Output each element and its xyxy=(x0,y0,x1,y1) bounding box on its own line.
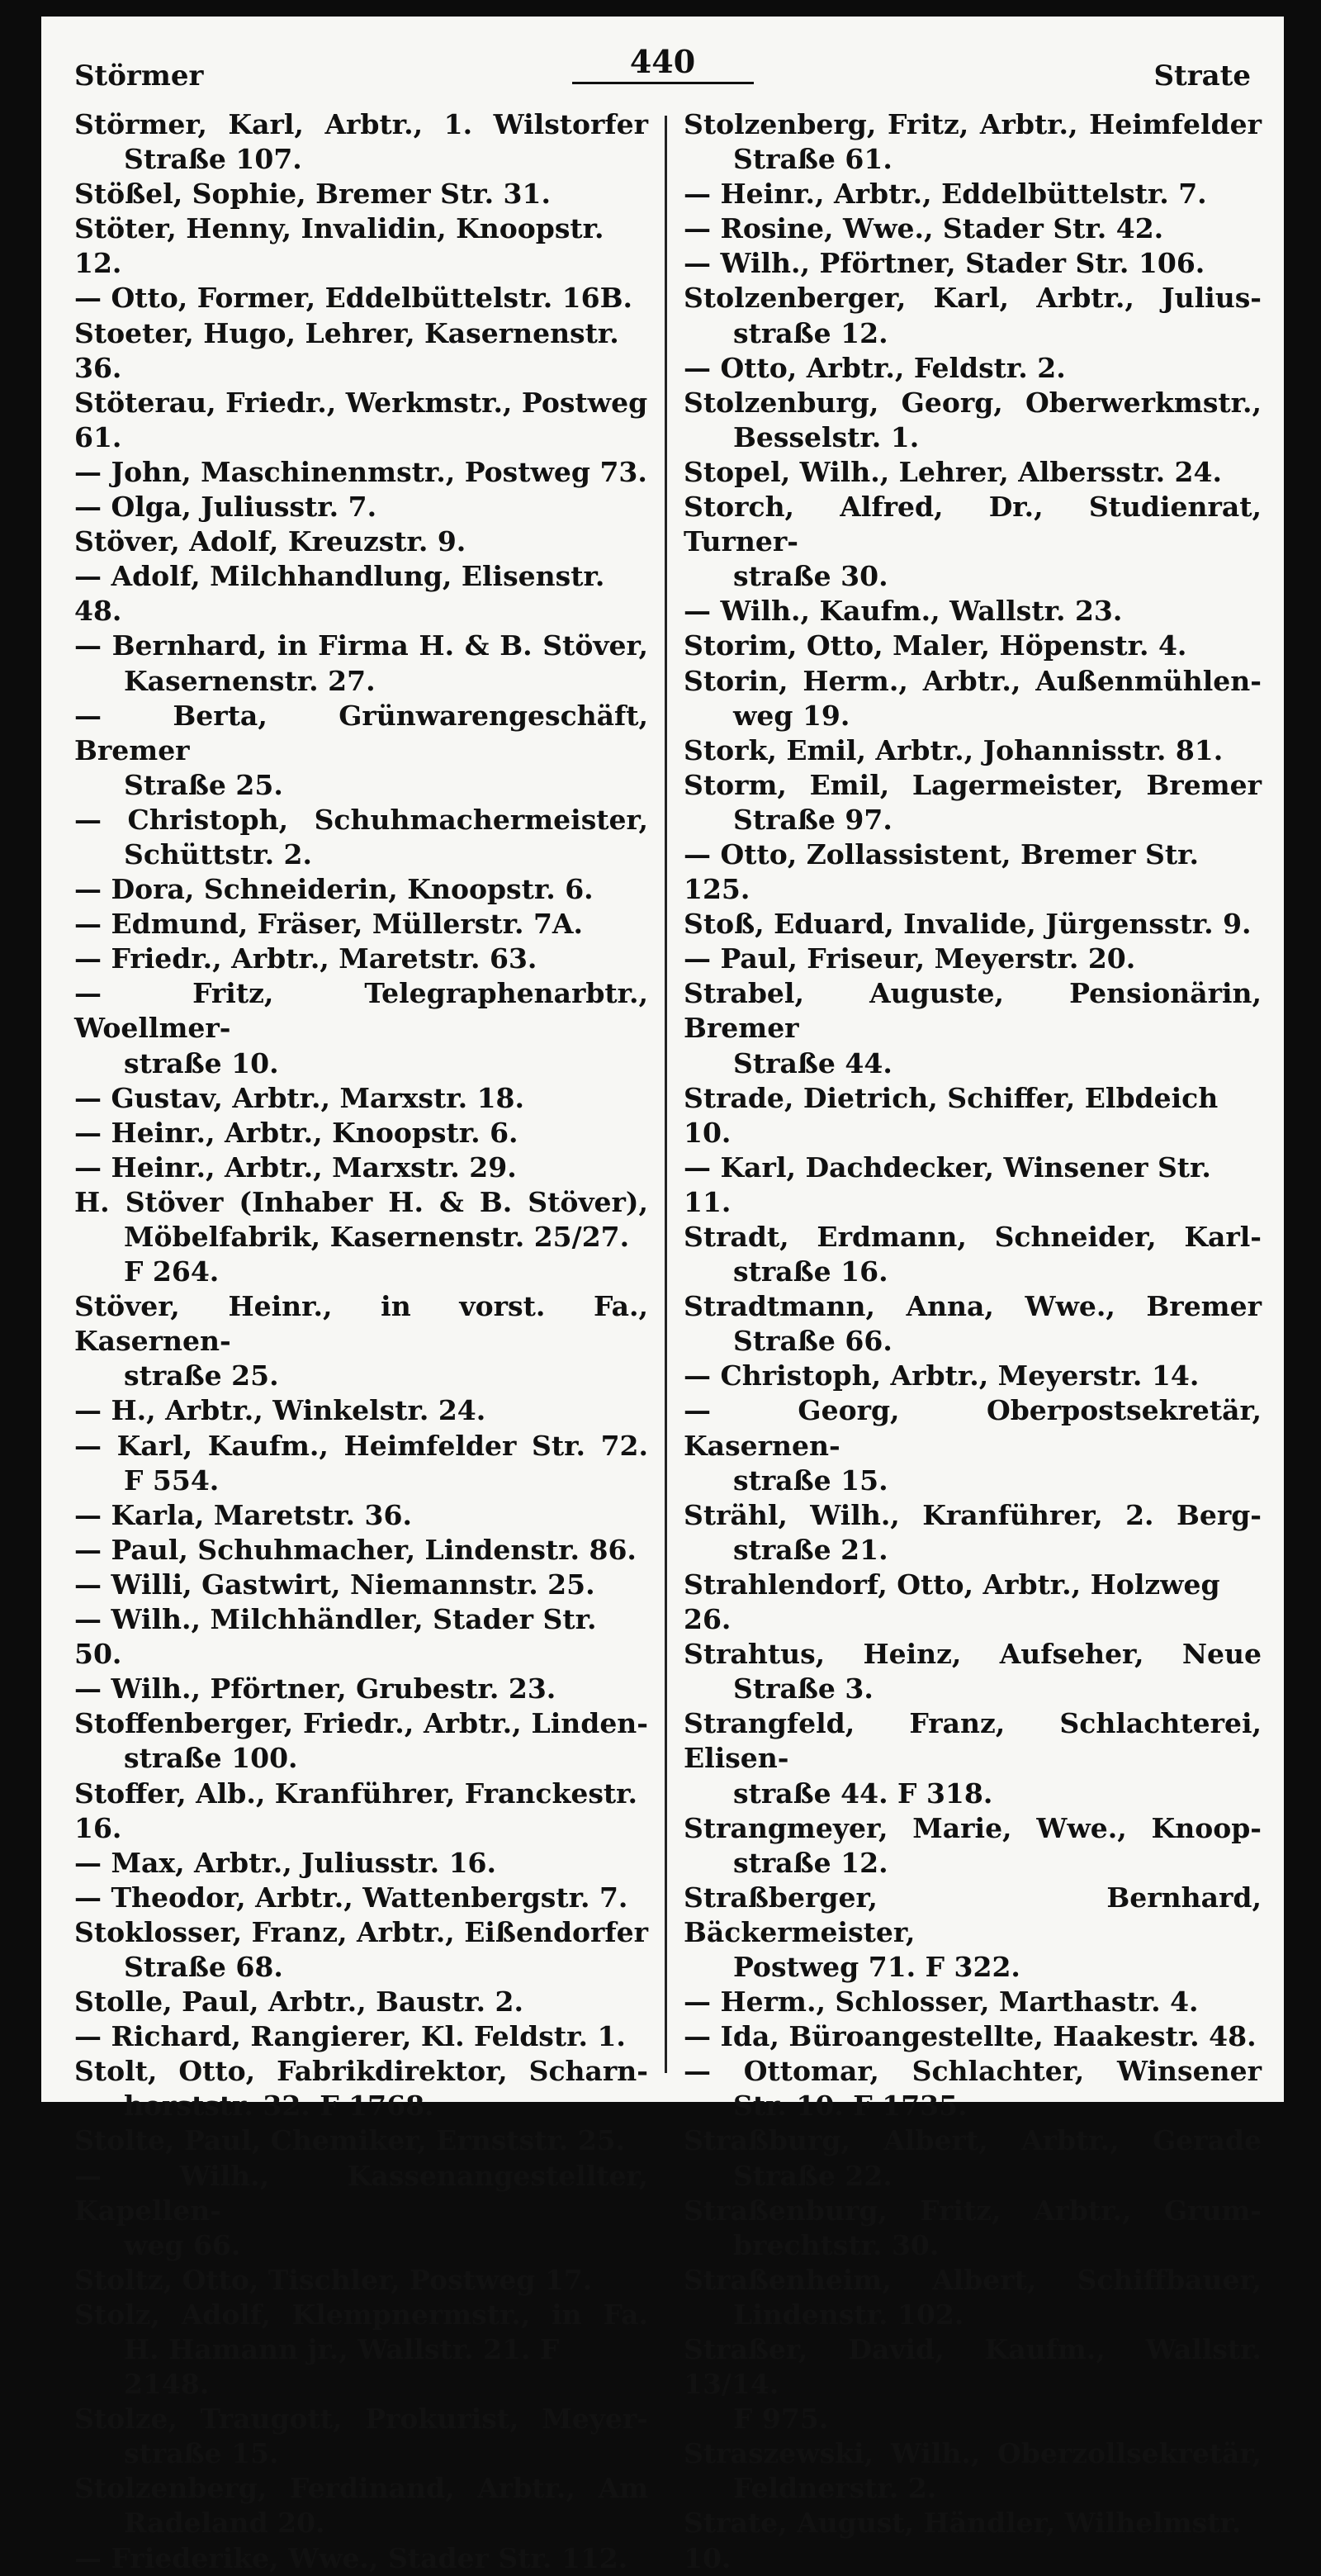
directory-entry xyxy=(684,2123,1262,2193)
entry-line: — Heinr., Arbtr., Marxstr. 29. xyxy=(74,1150,517,1184)
entry-line: Stöterau, Friedr., Werkmstr., Postweg 61. xyxy=(74,386,648,453)
entry-line: — Otto, Former, Eddelbüttelstr. 16B. xyxy=(74,282,632,315)
entry-line: Stolz, Adolf, Klempnermstr., in Fa. xyxy=(74,2298,648,2331)
directory-entry xyxy=(684,177,1262,211)
directory-entry xyxy=(74,907,648,942)
directory-entry xyxy=(684,2332,1262,2436)
directory-entry xyxy=(74,490,648,524)
left-column xyxy=(74,107,648,2576)
entry-line: — Gustav, Arbtr., Marxstr. 18. xyxy=(74,1081,524,1114)
entry-line: Stolt, Otto, Fabrikdirektor, Scharn- xyxy=(74,2055,648,2088)
entry-continuation: straße 44. F 318. xyxy=(733,1777,993,1810)
entry-line: Stöver, Adolf, Kreuzstr. 9. xyxy=(74,525,466,558)
entry-line: Strahlendorf, Otto, Arbtr., Holzweg 26. xyxy=(684,1568,1220,1636)
directory-entry xyxy=(74,1498,648,1533)
directory-entry xyxy=(684,1637,1262,1706)
directory-entry xyxy=(74,1081,648,1116)
entry-line: Straßburg, Albert, Arbtr., Gerade xyxy=(684,2124,1262,2157)
directory-entry xyxy=(74,107,648,177)
entry-line: Stolzenberger, Karl, Arbtr., Julius- xyxy=(684,282,1262,315)
entry-line: Strade, Dietrich, Schiffer, Elbdeich 10. xyxy=(684,1081,1219,1149)
entry-continuation: straße 15. xyxy=(733,1464,888,1497)
entry-continuation: straße 21. xyxy=(733,1533,888,1566)
directory-entry xyxy=(684,2263,1262,2332)
entry-line: Straßenheim, Albert, Schiffbauer, xyxy=(684,2263,1262,2296)
directory-entry xyxy=(684,1393,1262,1497)
entry-continuation: F 554. xyxy=(124,1464,220,1497)
directory-entry xyxy=(74,524,648,559)
column-divider xyxy=(665,116,667,2073)
entry-line: Strabel, Auguste, Pensionärin, Bremer xyxy=(684,977,1262,1045)
page-header xyxy=(74,35,1251,101)
directory-entry xyxy=(74,1289,648,1393)
header-last-name: Strate xyxy=(1153,59,1251,93)
entry-line: Stoffer, Alb., Kranführer, Franckestr. 16. xyxy=(74,1777,638,1844)
entry-continuation: brechtstr. 30. xyxy=(733,2228,940,2261)
entry-continuation: straße 25. xyxy=(124,1359,279,1392)
directory-entry xyxy=(74,559,648,629)
entry-line: — Friedr., Arbtr., Maretstr. 63. xyxy=(74,942,537,975)
directory-entry xyxy=(684,594,1262,629)
entry-line: — Christoph, Arbtr., Meyerstr. 14. xyxy=(684,1359,1200,1392)
right-column xyxy=(684,107,1262,2576)
entry-continuation: straße 12. xyxy=(733,316,888,349)
entry-line: — Rosine, Wwe., Stader Str. 42. xyxy=(684,212,1164,245)
directory-entry xyxy=(74,316,648,386)
directory-entry xyxy=(74,386,648,455)
entry-continuation: Feldnerstr. 2. xyxy=(733,2472,937,2505)
entry-line: — Otto, Zollassistent, Bremer Str. 125. xyxy=(684,837,1199,906)
entry-continuation: straße 16. xyxy=(733,1255,888,1288)
directory-entry xyxy=(74,699,648,803)
page-number: 440 xyxy=(572,43,754,84)
entry-line: — Heinr., Arbtr., Eddelbüttelstr. 7. xyxy=(684,178,1207,211)
directory-entry xyxy=(74,1533,648,1568)
entry-line: — Paul, Friseur, Meyerstr. 20. xyxy=(684,942,1136,975)
directory-entry xyxy=(684,281,1262,350)
entry-line: Storim, Otto, Maler, Höpenstr. 4. xyxy=(684,629,1187,662)
entry-line: Stolzenburg, Georg, Oberwerkmstr., xyxy=(684,386,1262,419)
directory-entry xyxy=(74,1846,648,1881)
entry-continuation: straße 12. xyxy=(733,1846,888,1879)
directory-entry xyxy=(74,177,648,211)
directory-entry xyxy=(684,1706,1262,1810)
entry-continuation: weg 66. xyxy=(124,2228,241,2261)
directory-entry xyxy=(684,629,1262,663)
entry-line: Stoltz, Otto, Tischler, Postweg 17. xyxy=(74,2263,593,2296)
header-first-name: Störmer xyxy=(74,59,204,93)
directory-entry xyxy=(74,1393,648,1428)
directory-entry xyxy=(684,1985,1262,2019)
directory-entry xyxy=(74,211,648,281)
directory-entry xyxy=(684,2194,1262,2263)
entry-line: Stolzenberg, Fritz, Arbtr., Heimfelder xyxy=(684,108,1262,140)
entry-line: — Karla, Maretstr. 36. xyxy=(74,1498,412,1531)
directory-entry xyxy=(74,2019,648,2054)
entry-line: — Bernhard, in Firma H. & B. Stöver, xyxy=(74,629,648,662)
directory-entry xyxy=(74,1777,648,1846)
entry-line: Strate, August, Händler, Wilhelmstr. 10. xyxy=(684,2507,1242,2574)
entry-line: Stoffenberger, Friedr., Arbtr., Linden- xyxy=(74,1707,648,1740)
entry-line: Stork, Emil, Arbtr., Johannisstr. 81. xyxy=(684,733,1224,766)
directory-entry xyxy=(684,107,1262,177)
entry-line: — Georg, Oberpostsekretär, Kasernen- xyxy=(684,1394,1262,1462)
entry-line: Straszewski, Wilh., Oberzollsekretär, xyxy=(684,2437,1262,2470)
entry-continuation: Straße 25. xyxy=(124,768,283,801)
entry-line: — Karl, Kaufm., Heimfelder Str. 72. xyxy=(74,1429,648,1462)
entry-line: — Theodor, Arbtr., Wattenbergstr. 7. xyxy=(74,1881,628,1914)
directory-entry xyxy=(684,942,1262,976)
directory-entry xyxy=(684,1081,1262,1150)
entry-continuation: straße 15. xyxy=(124,2437,279,2470)
entry-line: Stöter, Henny, Invalidin, Knoopstr. 12. xyxy=(74,212,604,280)
directory-entry xyxy=(684,2019,1262,2054)
directory-entry xyxy=(74,2263,648,2298)
entry-line: Stoklosser, Franz, Arbtr., Eißendorfer xyxy=(74,1915,648,1948)
entry-line: Stöver, Heinr., in vorst. Fa., Kasernen- xyxy=(74,1290,648,1358)
entry-line: — Friederike, Wwe., Stader Str. 112. xyxy=(74,2541,628,2574)
directory-entry xyxy=(684,1359,1262,1393)
entry-line: Stolze, Traugott, Prokurist, Meyer- xyxy=(74,2403,648,2436)
entry-line: — Dora, Schneiderin, Knoopstr. 6. xyxy=(74,873,594,906)
directory-entry xyxy=(684,976,1262,1080)
entry-line: — H., Arbtr., Winkelstr. 24. xyxy=(74,1394,486,1427)
entry-line: Stradtmann, Anna, Wwe., Bremer xyxy=(684,1290,1262,1323)
entry-line: — Adolf, Milchhandlung, Elisenstr. 48. xyxy=(74,560,605,628)
entry-line: — Edmund, Fräser, Müllerstr. 7A. xyxy=(74,908,584,941)
directory-entry xyxy=(74,629,648,698)
directory-entry xyxy=(684,386,1262,455)
entry-line: — Heinr., Arbtr., Knoopstr. 6. xyxy=(74,1116,518,1149)
directory-entry xyxy=(74,1429,648,1498)
directory-page xyxy=(41,17,1284,2574)
directory-entry xyxy=(684,733,1262,768)
entry-line: Stolle, Paul, Arbtr., Baustr. 2. xyxy=(74,1985,523,2019)
directory-entry xyxy=(684,246,1262,281)
entry-continuation: Straße 44. xyxy=(733,1046,893,1079)
directory-entry xyxy=(74,2402,648,2471)
entry-continuation: Straße 97. xyxy=(733,803,893,836)
directory-entry xyxy=(74,1985,648,2019)
directory-entry xyxy=(684,211,1262,246)
entry-line: Straßenburg, Fritz, Arbtr., Grum- xyxy=(684,2194,1262,2227)
directory-entry xyxy=(74,1116,648,1150)
entry-continuation: Straße 66. xyxy=(733,1325,893,1358)
entry-line: Storin, Herm., Arbtr., Außenmühlen- xyxy=(684,664,1262,697)
directory-entry xyxy=(74,2159,648,2263)
entry-continuation: weg 19. xyxy=(733,699,850,732)
directory-entry xyxy=(74,1672,648,1706)
entry-continuation: straße 100. xyxy=(124,1742,298,1775)
entry-line: — Christoph, Schuhmachermeister, xyxy=(74,803,648,836)
directory-entry xyxy=(684,490,1262,594)
entry-continuation: Straße 107. xyxy=(124,143,302,176)
entry-continuation: Schüttstr. 2. xyxy=(124,837,313,871)
directory-entry xyxy=(684,1150,1262,1220)
directory-entry xyxy=(74,281,648,315)
entry-line: Stößel, Sophie, Bremer Str. 31. xyxy=(74,178,551,211)
entry-line: Stradt, Erdmann, Schneider, Karl- xyxy=(684,1221,1262,1253)
directory-entry xyxy=(684,1289,1262,1359)
entry-line: — Wilh., Pförtner, Stader Str. 106. xyxy=(684,247,1205,280)
entry-continuation: horststr. 32. F 1768. xyxy=(124,2090,434,2123)
entry-line: Störmer, Karl, Arbtr., 1. Wilstorfer xyxy=(74,108,648,140)
directory-entry xyxy=(74,1915,648,1985)
directory-entry xyxy=(684,1811,1262,1881)
directory-entry xyxy=(684,768,1262,837)
entry-line: — Ottomar, Schlachter, Winsener xyxy=(684,2055,1262,2088)
entry-continuation: Straße 22. xyxy=(733,2159,893,2192)
directory-entry xyxy=(74,1602,648,1672)
directory-entry xyxy=(684,2436,1262,2506)
directory-entry xyxy=(74,1185,648,1289)
entry-line: Straßer, David, Kaufm., Wallstr. 13/14. xyxy=(684,2333,1262,2401)
directory-entry xyxy=(74,942,648,976)
directory-entry xyxy=(74,1881,648,1915)
entry-line: — Olga, Juliusstr. 7. xyxy=(74,491,377,524)
entry-continuation: Str. 10. F 1735. xyxy=(733,2090,968,2123)
entry-line: — Paul, Schuhmacher, Lindenstr. 86. xyxy=(74,1533,637,1566)
entry-continuation: Straße 3. xyxy=(733,1672,874,1705)
entry-continuation: Postweg 71. F 322. xyxy=(733,1950,1020,1983)
entry-line: — Willi, Gastwirt, Niemannstr. 25. xyxy=(74,1568,595,1601)
directory-entry xyxy=(74,2054,648,2123)
directory-entry xyxy=(684,1881,1262,1985)
entry-line: — Wilh., Milchhändler, Stader Str. 50. xyxy=(74,1603,597,1671)
entry-line: Stoß, Eduard, Invalide, Jürgensstr. 9. xyxy=(684,908,1252,941)
entry-line: Strahtus, Heinz, Aufseher, Neue xyxy=(684,1638,1262,1671)
directory-entry xyxy=(74,976,648,1080)
directory-entry xyxy=(74,1150,648,1185)
entry-continuation: H. Hamann jr., Wallstr. 21. F 2148. xyxy=(124,2333,560,2401)
directory-entry xyxy=(684,664,1262,733)
directory-entry xyxy=(684,1568,1262,1637)
entry-line: — Berta, Grünwarengeschäft, Bremer xyxy=(74,699,648,766)
directory-entry xyxy=(684,2054,1262,2123)
directory-entry xyxy=(684,2506,1262,2575)
entry-continuation: Kasernenstr. 27. xyxy=(124,664,376,697)
entry-continuation: Möbelfabrik, Kasernenstr. 25/27. xyxy=(124,1221,630,1253)
entry-line: Stopel, Wilh., Lehrer, Albersstr. 24. xyxy=(684,455,1222,488)
entry-line: — Wilh., Kaufm., Wallstr. 23. xyxy=(684,595,1123,628)
directory-entry xyxy=(684,837,1262,907)
directory-entry xyxy=(74,1568,648,1602)
entry-continuation: Straße 61. xyxy=(733,143,893,176)
directory-entry xyxy=(74,2298,648,2402)
entry-continuation: Radeland 20. xyxy=(124,2507,325,2540)
entry-line: — Fritz, Telegraphenarbtr., Woellmer- xyxy=(74,977,648,1045)
entry-line: Stolzenberg, Ferdinand, Arbtr., Am xyxy=(74,2472,648,2505)
entry-line: — Herm., Schlosser, Marthastr. 4. xyxy=(684,1985,1199,2019)
entry-line: Strangmeyer, Marie, Wwe., Knoop- xyxy=(684,1811,1262,1844)
entry-line: H. Stöver (Inhaber H. & B. Stöver), xyxy=(74,1185,648,1218)
entry-continuation: Lindenstr. 102. xyxy=(733,2298,964,2331)
directory-entry xyxy=(684,1220,1262,1289)
entry-line: — Otto, Arbtr., Feldstr. 2. xyxy=(684,351,1066,384)
entry-line: — John, Maschinenmstr., Postweg 73. xyxy=(74,455,647,488)
entry-line: Stolte, Paul, Chemiker, Ernststr. 25. xyxy=(74,2124,626,2157)
entry-continuation: Straße 68. xyxy=(124,1950,283,1983)
directory-entry xyxy=(684,455,1262,490)
directory-entry xyxy=(74,2541,648,2576)
entry-line: — Wilh., Kassenangestellter, Kapellen- xyxy=(74,2159,648,2227)
directory-entry xyxy=(74,1706,648,1776)
entry-line: Storm, Emil, Lagermeister, Bremer xyxy=(684,768,1262,801)
directory-entry xyxy=(684,1498,1262,1568)
entry-continuation: straße 10. xyxy=(124,1046,279,1079)
entry-line: — Max, Arbtr., Juliusstr. 16. xyxy=(74,1846,497,1879)
directory-entry xyxy=(74,2471,648,2540)
entry-continuation: straße 30. xyxy=(733,560,888,593)
entry-continuation: F 975. xyxy=(733,2403,829,2436)
entry-continuation: Besselstr. 1. xyxy=(733,420,920,453)
entry-line: — Karl, Dachdecker, Winsener Str. 11. xyxy=(684,1150,1211,1218)
entry-line: — Wilh., Pförtner, Grubestr. 23. xyxy=(74,1672,556,1705)
entry-continuation: F 264. xyxy=(124,1255,220,1288)
directory-entry xyxy=(74,2123,648,2158)
entry-line: Straßberger, Bernhard, Bäckermeister, xyxy=(684,1881,1262,1948)
directory-entry xyxy=(684,907,1262,942)
directory-entry xyxy=(74,803,648,872)
entry-line: — Ida, Büroangestellte, Haakestr. 48. xyxy=(684,2020,1257,2053)
directory-entry xyxy=(684,351,1262,386)
directory-entry xyxy=(74,455,648,490)
entry-line: Strangfeld, Franz, Schlachterei, Elisen- xyxy=(684,1707,1262,1775)
directory-entry xyxy=(74,872,648,907)
entry-line: — Richard, Rangierer, Kl. Feldstr. 1. xyxy=(74,2020,626,2053)
entry-line: Stoeter, Hugo, Lehrer, Kasernenstr. 36. xyxy=(74,316,619,384)
entry-line: Storch, Alfred, Dr., Studienrat, Turner- xyxy=(684,491,1262,558)
entry-line: Strähl, Wilh., Kranführer, 2. Berg- xyxy=(684,1498,1262,1531)
